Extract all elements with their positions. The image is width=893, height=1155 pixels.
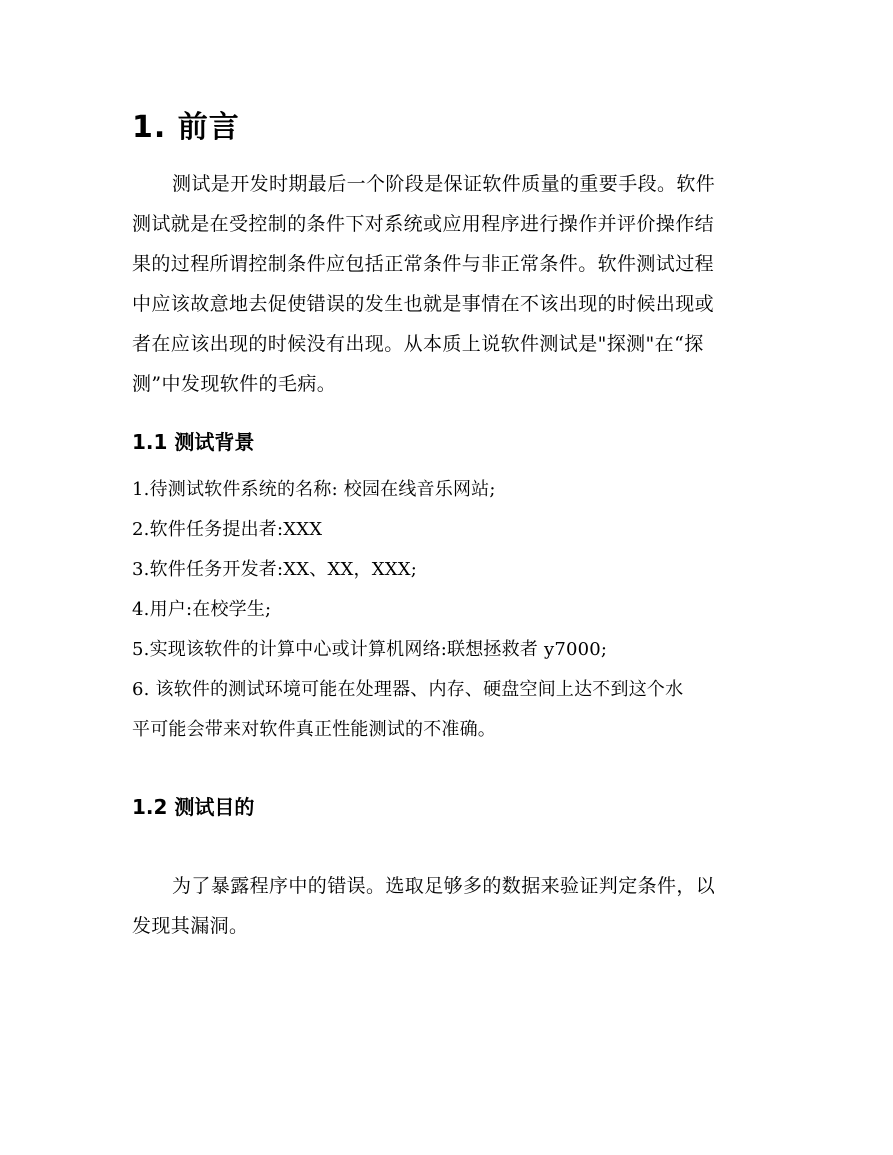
purpose-line: 发现其漏洞。	[132, 915, 249, 937]
preface-line: 果的过程所谓控制条件应包括正常条件与非正常条件。软件测试过程	[132, 253, 715, 275]
preface-line: 测试就是在受控制的条件下对系统或应用程序进行操作并评价操作结	[132, 213, 715, 235]
purpose-line: 为了暴露程序中的错误。选取足够多的数据来验证判定条件，以	[172, 875, 716, 897]
preface-line: 测试是开发时期最后一个阶段是保证软件质量的重要手段。软件	[172, 173, 716, 195]
section-heading-preface: 1. 前言	[132, 110, 240, 145]
section-heading-test-background: 1.1 测试背景	[132, 430, 255, 454]
preface-paragraph	[132, 164, 744, 404]
test-background-list	[132, 470, 772, 750]
preface-line: 中应该故意地去促使错误的发生也就是事情在不该出现的时候出现或	[132, 293, 715, 315]
list-item: 2.软件任务提出者:XXX	[132, 519, 323, 540]
section-heading-test-purpose: 1.2 测试目的	[132, 795, 255, 819]
list-item: 5.实现该软件的计算中心或计算机网络:联想拯救者 y7000;	[132, 639, 608, 660]
list-item: 4.用户:在校学生;	[132, 599, 272, 620]
purpose-paragraph	[132, 866, 744, 946]
list-item: 1.待测试软件系统的名称: 校园在线音乐网站;	[132, 479, 496, 500]
list-item: 3.软件任务开发者:XX、XX，XXX;	[132, 559, 418, 580]
preface-line: 者在应该出现的时候没有出现。从本质上说软件测试是"探测"在“探	[132, 333, 704, 355]
list-item: 平可能会带来对软件真正性能测试的不准确。	[132, 719, 496, 740]
preface-line: 测”中发现软件的毛病。	[132, 373, 337, 395]
list-item: 6. 该软件的测试环境可能在处理器、内存、硬盘空间上达不到这个水	[132, 679, 684, 700]
